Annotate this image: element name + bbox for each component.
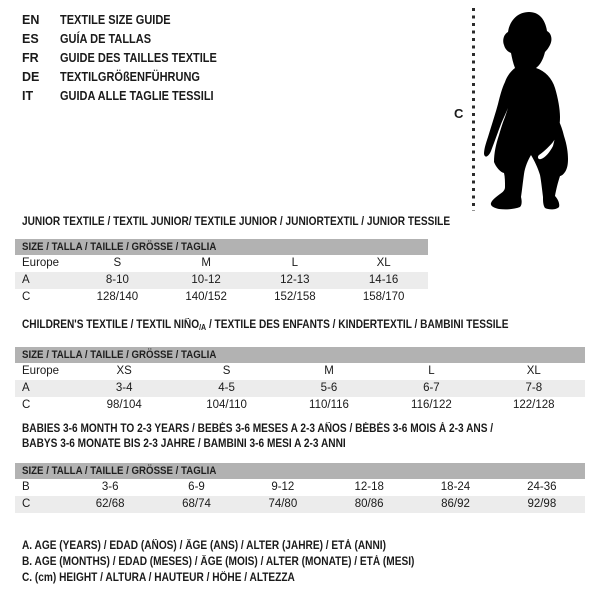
size-header-cell: S [113, 257, 122, 269]
table-row-europe [15, 255, 428, 272]
junior-section-title: JUNIOR TEXTILE / TEXTIL JUNIOR/ TEXTILE JUNIOR / JUNIORTEXTIL / JUNIOR TESSILE [22, 216, 451, 228]
guide-title-en: TEXTILE SIZE GUIDE [60, 13, 171, 27]
size-header-cell: M [324, 365, 334, 377]
height-measure-label: C [454, 106, 464, 121]
children-section-title: CHILDREN'S TEXTILE / TEXTIL $NIÑO_{/A}$ / TEXTILE DES ENFANTS / KINDERTEXTIL / BAMBINI TESSILE [22, 319, 509, 332]
babies-section-title: BABIES 3-6 MONTH TO 2-3 YEARS / BEBÉS 3-6 MESES A 2-3 AÑOS / BÉBÉS 3-6 MOIS À 2-3 ANS / BABYS 3-6 MONATE BIS 2-3 JAHRE / BAMBINI 3-6 MESI A 2-3 ANNI [22, 423, 494, 450]
size-header-cell: S [222, 365, 231, 377]
row-label: A [22, 274, 30, 286]
age-cell: 3-6 [101, 481, 119, 493]
babies-size-table [15, 463, 585, 513]
footnote-c: C. (cm) HEIGHT / ALTURA / HAUTEUR / HÖHE / ALTEZZA [22, 572, 295, 584]
size-header-cell: XS [116, 365, 132, 377]
age-cell: 7-8 [525, 382, 543, 394]
size-header-band: SIZE / TALLA / TAILLE / GRÖSSE / TAGLIA [15, 239, 428, 255]
footnote-b: B. AGE (MONTHS) / EDAD (MESES) / ÂGE (MOIS) / ALTER (MONATE) / ETÀ (MESI) [22, 556, 415, 568]
size-header-cell: L [428, 365, 435, 377]
row-label: C [22, 498, 31, 510]
age-cell: 24-36 [527, 481, 557, 493]
language-row-fr [22, 49, 238, 68]
height-cell: 158/170 [362, 291, 405, 303]
age-cell: 4-5 [218, 382, 235, 394]
table-row-height [15, 496, 585, 513]
guide-title-es: GUÍA DE TALLAS [60, 32, 152, 46]
height-cell: 74/80 [268, 498, 298, 510]
size-header-band: SIZE / TALLA / TAILLE / GRÖSSE / TAGLIA [15, 347, 585, 363]
guide-title-fr: GUIDE DES TAILLES TEXTILE [60, 51, 217, 65]
language-code: IT [22, 89, 34, 103]
height-cell: 122/128 [513, 399, 555, 411]
children-size-table [15, 347, 585, 414]
age-cell: 9-12 [271, 481, 295, 493]
row-label: A [22, 382, 30, 394]
table-row-age-months [15, 479, 585, 496]
age-cell: 12-18 [354, 481, 384, 493]
height-cell: 98/104 [106, 399, 142, 411]
height-cell: 92/98 [527, 498, 557, 510]
table-row-europe [15, 363, 585, 380]
size-header-cell: M [201, 257, 211, 269]
height-cell: 110/116 [309, 399, 349, 411]
size-header-band: SIZE / TALLA / TAILLE / GRÖSSE / TAGLIA [15, 463, 585, 479]
row-label: Europe [22, 365, 60, 377]
language-code: DE [22, 70, 40, 84]
language-row-it [22, 87, 238, 106]
size-header-cell: XL [376, 257, 391, 269]
height-cell: 62/68 [95, 498, 125, 510]
language-row-de [22, 68, 238, 87]
size-header-cell: XL [526, 365, 541, 377]
height-cell: 140/152 [185, 291, 227, 303]
height-cell: 68/74 [182, 498, 211, 510]
row-label: C [22, 291, 31, 303]
row-label: B [22, 481, 30, 493]
height-cell: 116/122 [411, 399, 452, 411]
table-row-age [15, 380, 585, 397]
footnote-a: A. AGE (YEARS) / EDAD (AÑOS) / ÂGE (ANS) / ALTER (JAHRE) / ETÀ (ANNI) [22, 540, 386, 552]
toddler-silhouette-image [482, 6, 582, 214]
height-cell: 128/140 [96, 291, 139, 303]
age-cell: 10-12 [191, 274, 221, 286]
language-row-es [22, 30, 238, 49]
height-cell: 104/110 [206, 399, 247, 411]
guide-title-it: GUIDA ALLE TAGLIE TESSILI [60, 89, 214, 103]
row-label: Europe [22, 257, 60, 269]
age-cell: 6-9 [188, 481, 205, 493]
table-row-age [15, 272, 428, 289]
legend-footnotes [22, 538, 468, 586]
age-cell: 8-10 [105, 274, 129, 286]
junior-size-table [15, 239, 428, 306]
table-row-height [15, 397, 585, 414]
language-row-en [22, 11, 238, 30]
age-cell: 12-13 [280, 274, 310, 286]
height-measure-dashed-line [472, 8, 475, 211]
guide-title-de: TEXTILGRÖßENFÜHRUNG [60, 70, 200, 84]
title-subscript: /A [199, 323, 207, 332]
row-label: C [22, 399, 31, 411]
age-cell: 18-24 [440, 481, 471, 493]
age-cell: 14-16 [368, 274, 399, 286]
language-code: ES [22, 32, 39, 46]
size-header-cell: L [291, 257, 299, 269]
language-title-list [22, 11, 238, 106]
table-row-height [15, 289, 428, 306]
age-cell: 6-7 [423, 382, 440, 394]
age-cell: 3-4 [115, 382, 133, 394]
language-code: EN [22, 13, 40, 27]
height-cell: 80/86 [354, 498, 384, 510]
height-cell: 86/92 [441, 498, 470, 510]
language-code: FR [22, 51, 39, 65]
height-cell: 152/158 [274, 291, 316, 303]
age-cell: 5-6 [320, 382, 338, 394]
